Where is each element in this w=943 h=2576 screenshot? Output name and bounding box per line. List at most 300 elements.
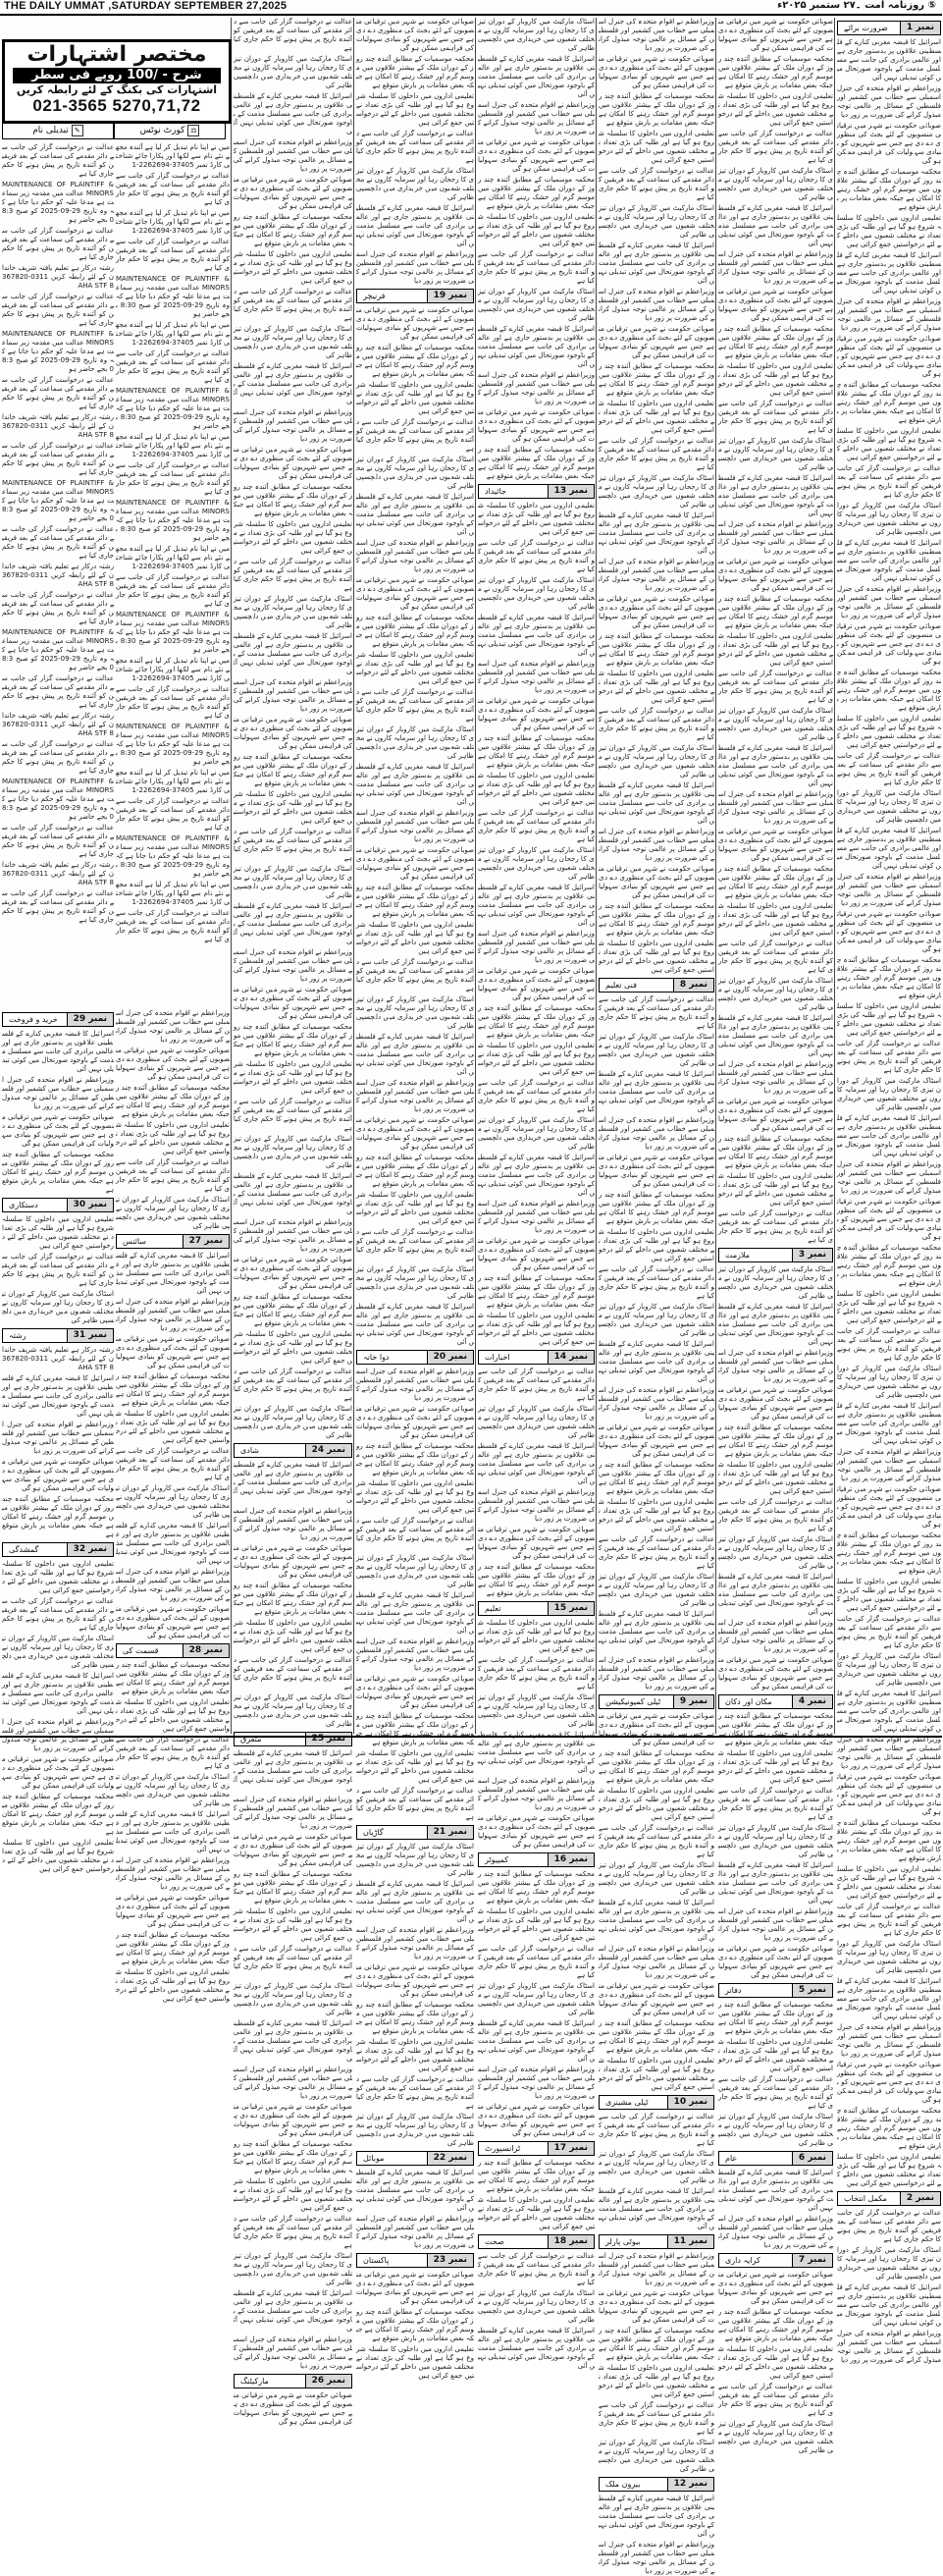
ad-text: محکمہ موسمیات کے مطابق آئندہ چند روز کے دوران ملک کے بیشتر علاقوں میں موسم گرم اور خشک رہنے کا امکان ہے جبکہ بعض مقامات پر بارش متوقع ہے [234, 1293, 352, 1327]
ad-text: وزیراعظم نے اقوام متحدہ کی جنرل اسمبلی سے خطاب میں کشمیر اور فلسطین کے مسائل پر عالمی توجہ مبذول کرانے کی ضرورت پر زور دیا [837, 873, 941, 907]
ad-text: عدالت نے درخواست گزار کی جانب سے دائر مقدمے کی سماعت کے بعد فریقین کو آئندہ تاریخ پر پیش ہونے کا حکم جاری کیا ہے [234, 828, 352, 862]
ad-text: صوبائی حکومت نے شہر میں ترقیاتی منصوبوں کے لئے بجٹ کی منظوری دے دی ہے جس سے شہریوں کو بنیادی سہولیات کی فراہمی ممکن ہو گی [356, 1675, 474, 1709]
ad-text: اسٹاک مارکیٹ میں کاروبار کے دوران تیزی کا رجحان رہا اور سرمایہ کاروں نے مختلف شعبوں میں خریداری میں دلچسپی ظاہر کی [234, 1693, 352, 1728]
notice-tabs [2, 122, 226, 139]
ad-text: عدالت نے درخواست گزار کی جانب سے دائر مقدمے کی سماعت کے بعد فریقین کو آئندہ تاریخ پر پیش ہونے کا حکم جاری کیا ہے [356, 418, 474, 453]
ad-text: اسٹاک مارکیٹ میں کاروبار کے دوران تیزی کا رجحان رہا اور سرمایہ کاروں نے مختلف شعبوں میں خریداری میں دلچسپی ظاہر کی [599, 1303, 714, 1337]
ad-text: وزیراعظم نے اقوام متحدہ کی جنرل اسمبلی سے خطاب میں کشمیر اور فلسطین کے مسائل پر عالمی توجہ مبذول کرانے کی ضرورت پر زور دیا [356, 1926, 474, 1960]
ad-text: صوبائی حکومت نے شہر میں ترقیاتی منصوبوں کے لئے بجٹ کی منظوری دے دی ہے جس سے شہریوں کو بنیادی سہولیات کی فراہمی ممکن ہو گی [599, 325, 714, 359]
ad-text: وزیراعظم نے اقوام متحدہ کی جنرل اسمبلی سے خطاب میں کشمیر اور فلسطین کے مسائل پر عالمی توجہ مبذول کرانے کی ضرورت پر زور دیا [718, 1060, 833, 1095]
ad-text: عدالت نے درخواست گزار کی جانب سے دائر مقدمے کی سماعت کے بعد فریقین کو آئندہ تاریخ پر پیش ہونے کا حکم جاری کیا ہے [116, 349, 230, 384]
section-header: نمبر 3 ملازمت [718, 1248, 833, 1262]
section-header: نمبر 5 دفاتر [718, 1983, 833, 1998]
ad-text: صوبائی حکومت نے شہر میں ترقیاتی منصوبوں کے لئے بجٹ کی منظوری دے دی ہے جس سے شہریوں کو بنیادی سہولیات کی فراہمی ممکن ہو گی [234, 1256, 352, 1290]
ad-text: تعلیمی اداروں میں داخلوں کا سلسلہ شروع ہو گیا ہے اور طلبہ کی بڑی تعداد نے مختلف شعبوں میں داخلے کے لئے درخواستیں جمع کرائی ہیں [478, 1619, 595, 1653]
column-7-left [2, 143, 114, 1027]
ad-text: اسٹاک مارکیٹ میں کاروبار کے دوران تیزی کا رجحان رہا اور سرمایہ کاروں نے مختلف شعبوں میں خریداری میں دلچسپی ظاہر کی [837, 1940, 941, 1974]
ad-text: صوبائی حکومت نے شہر میں ترقیاتی منصوبوں کے لئے بجٹ کی منظوری دے دی ہے جس سے شہریوں کو بنیادی سہولیات کی فراہمی ممکن ہو گی [234, 986, 352, 1020]
ad-text: صوبائی حکومت نے شہر میں ترقیاتی منصوبوں کے لئے بجٹ کی منظوری دے دی ہے جس سے شہریوں کو بنیادی سہولیات کی فراہمی ممکن ہو گی [837, 335, 941, 378]
section-header: نمبر 9 ٹیلی کمیونیکیشن [599, 1694, 714, 1709]
ad-text: محکمہ موسمیات کے مطابق آئندہ چند روز کے دوران ملک کے بیشتر علاقوں میں موسم گرم اور خشک رہنے کا امکان ہے جبکہ بعض مقامات پر بارش متوقع ہے [599, 1191, 714, 1225]
ad-text: اسرائیل کا قبضہ مغربی کنارے کے فلسطینی علاقوں پر بدستور جاری ہے اور عالمی برادری کی جانب سے مسلسل مذمت کے باوجود صورتحال میں کوئی تبدیلی نہیں آئی [599, 781, 714, 825]
section-header: نمبر 23 پاکستان [356, 2253, 474, 2268]
ad-text: اسرائیل کا قبضہ مغربی کنارے کے فلسطینی علاقوں پر بدستور جاری ہے اور عالمی برادری کی جانب سے مسلسل مذمت کے باوجود صورتحال میں کوئی تبدیلی نہیں آئی [837, 251, 941, 295]
ad-text: عدالت نے درخواست گزار کی جانب سے دائر مقدمے کی سماعت کے بعد فریقین کو آئندہ تاریخ پر پیش ہونے کا حکم جاری کیا ہے [478, 539, 595, 573]
name-change-notice: میں نے اپنا نام تبدیل کر لیا ہے آئندہ مجھے نئے نام سے لکھا اور پکارا جائے شناختی کارڈ نمبر 37405-2262694-1 [116, 321, 230, 347]
ad-text: وزیراعظم نے اقوام متحدہ کی جنرل اسمبلی سے خطاب میں کشمیر اور فلسطین کے مسائل پر عالمی توجہ مبذول کرانے کی ضرورت پر زور دیا [478, 1200, 595, 1234]
ad-text: اسرائیل کا قبضہ مغربی کنارے کے فلسطینی علاقوں پر بدستور جاری ہے اور عالمی برادری کی جانب سے مسلسل مذمت کے باوجود صورتحال میں کوئی تبدیلی نہیں آئی [718, 1861, 833, 1905]
ad-text: تعلیمی اداروں میں داخلوں کا سلسلہ شروع ہو گیا ہے اور طلبہ کی بڑی تعداد نے مختلف شعبوں میں داخلے کے لئے درخواستیں جمع کرائی ہیں [718, 632, 833, 667]
ad-text: صوبائی حکومت نے شہر میں ترقیاتی منصوبوں کے لئے بجٹ کی منظوری دے دی ہے جس سے شہریوں کو بنیادی سہولیات کی فراہمی ممکن ہو گی [837, 622, 941, 666]
ad-text: محکمہ موسمیات کے مطابق آئندہ چند روز کے دوران ملک کے بیشتر علاقوں میں موسم گرم اور خشک رہنے کا امکان ہے جبکہ بعض مقامات پر بارش متوقع ہے [478, 1870, 595, 1905]
ad-text: اسٹاک مارکیٹ میں کاروبار کے دوران تیزی کا رجحان رہا اور سرمایہ کاروں نے مختلف شعبوں میں خریداری میں دلچسپی ظاہر کی [599, 1573, 714, 1607]
section-header: نمبر 14 اخبارات [478, 1350, 595, 1365]
ad-text: تعلیمی اداروں میں داخلوں کا سلسلہ شروع ہو گیا ہے اور طلبہ کی بڑی تعداد نے مختلف شعبوں میں داخلے کے لئے درخواستیں جمع کرائی ہیں [837, 1865, 941, 1900]
ad-text: اسرائیل کا قبضہ مغربی کنارے کے فلسطینی علاقوں پر بدستور جاری ہے اور عالمی برادری کی جانب سے مسلسل مذمت کے باوجود صورتحال میں کوئی تبدیلی نہیں آئی [356, 1591, 474, 1635]
name-change-notice: میں نے اپنا نام تبدیل کر لیا ہے آئندہ مجھے نئے نام سے لکھا اور پکارا جائے شناختی کارڈ نمبر 37405-2262694-1 [116, 143, 230, 169]
ad-text: صوبائی حکومت نے شہر میں ترقیاتی منصوبوں کے لئے بجٹ کی منظوری دے دی ہے جس سے شہریوں کو بنیادی سہولیات کی فراہمی ممکن ہو گی [718, 2271, 833, 2305]
section-header: نمبر 27 سائنس [116, 1234, 230, 1249]
ad-text: اسرائیل کا قبضہ مغربی کنارے کے فلسطینی علاقوں پر بدستور جاری ہے اور عالمی برادری کی جانب سے مسلسل مذمت کے باوجود صورتحال میں کوئی تبدیلی نہیں آئی [233, 362, 352, 405]
ad-text: عدالت نے درخواست گزار کی جانب سے دائر مقدمے کی سماعت کے بعد فریقین کو آئندہ تاریخ پر پیش ہونے کا حکم جاری کیا ہے [837, 464, 941, 499]
ad-text: تعلیمی اداروں میں داخلوں کا سلسلہ شروع ہو گیا ہے اور طلبہ کی بڑی تعداد نے مختلف شعبوں میں داخلے کے لئے درخواستیں جمع کرائی ہیں [478, 1042, 595, 1076]
ad-text: اسٹاک مارکیٹ میں کاروبار کے دوران تیزی کا رجحان رہا اور سرمایہ کاروں نے مختلف شعبوں میں خریداری میں دلچسپی ظاہر کی [718, 1265, 833, 1300]
ad-text: اسٹاک مارکیٹ میں کاروبار کے دوران تیزی کا رجحان رہا اور سرمایہ کاروں نے مختلف شعبوں میں خریداری میں دلچسپی ظاہر کی [718, 167, 833, 201]
ad-text: وزیراعظم نے اقوام متحدہ کی جنرل اسمبلی سے خطاب میں کشمیر اور فلسطین کے مسائل پر عالمی توجہ مبذول کرانے کی ضرورت پر زور دیا [2, 1076, 114, 1110]
ad-text: اسٹاک مارکیٹ میں کاروبار کے دوران تیزی کا رجحان رہا اور سرمایہ کاروں نے مختلف شعبوں میں خریداری میں دلچسپی ظاہر کی [356, 1554, 474, 1588]
ad-text: صوبائی حکومت نے شہر میں ترقیاتی منصوبوں کے لئے بجٹ کی منظوری دے دی ہے جس سے شہریوں کو بنیادی سہولیات کی فراہمی ممکن ہو گی [356, 1963, 474, 1998]
ad-text: وزیراعظم نے اقوام متحدہ کی جنرل اسمبلی سے خطاب میں کشمیر اور فلسطین کے مسائل پر عالمی توجہ مبذول کرانے کی ضرورت پر زور دیا [718, 790, 833, 825]
ad-text: محکمہ موسمیات کے مطابق آئندہ چند روز کے دوران ملک کے بیشتر علاقوں میں موسم گرم اور خشک رہنے کا امکان ہے جبکہ بعض مقامات پر بارش متوقع ہے [356, 344, 474, 378]
ad-text: صوبائی حکومت نے شہر میں ترقیاتی منصوبوں کے لئے بجٹ کی منظوری دے دی ہے جس سے شہریوں کو بنیادی سہولیات کی فراہمی ممکن ہو گی [116, 1605, 230, 1639]
ad-text: وزیراعظم نے اقوام متحدہ کی جنرل اسمبلی سے خطاب میں کشمیر اور فلسطین کے مسائل پر عالمی توجہ مبذول کرانے کی ضرورت پر زور دیا [356, 1079, 474, 1113]
ad-text: تعلیمی اداروں میں داخلوں کا سلسلہ شروع ہو گیا ہے اور طلبہ کی بڑی تعداد نے مختلف شعبوں میں داخلے کے لئے درخواستیں جمع کرائی ہیں [599, 1787, 714, 1821]
ad-text: محکمہ موسمیات کے مطابق آئندہ چند روز کے دوران ملک کے بیشتر علاقوں میں موسم گرم اور خشک رہنے کا امکان ہے جبکہ بعض مقامات پر بارش متوقع ہے [837, 381, 941, 424]
ad-text: عدالت نے درخواست گزار کی جانب سے دائر مقدمے کی سماعت کے بعد فریقین کو آئندہ تاریخ پر پیش ہونے کا حکم جاری کیا ہے [2, 525, 114, 560]
section-header: نمبر 10 ٹیلی مشینری [599, 2095, 714, 2110]
name-change-notice: میں نے اپنا نام تبدیل کر لیا ہے آئندہ مجھے نئے نام سے لکھا اور پکارا جائے شناختی کارڈ نمبر 37405-2262694-1 [116, 881, 230, 906]
ad-text: اسٹاک مارکیٹ میں کاروبار کے دوران تیزی کا رجحان رہا اور سرمایہ کاروں نے مختلف شعبوں میں خریداری میں دلچسپی ظاہر کی [599, 2150, 714, 2184]
ad-text: صوبائی حکومت نے شہر میں ترقیاتی منصوبوں کے لئے بجٹ کی منظوری دے دی ہے جس سے شہریوں کو بنیادی سہولیات کی فراہمی ممکن ہو گی [718, 288, 833, 322]
ad-text: عدالت نے درخواست گزار کی جانب سے دائر مقدمے کی سماعت کے بعد فریقین کو آئندہ تاریخ پر پیش ہونے کا حکم جاری کیا ہے [2, 740, 114, 775]
ad-text: اسرائیل کا قبضہ مغربی کنارے کے فلسطینی علاقوں پر بدستور جاری ہے اور عالمی برادری کی جانب سے مسلسل مذمت کے باوجود صورتحال میں کوئی تبدیلی نہیں آئی [478, 1154, 595, 1197]
ad-text: صوبائی حکومت نے شہر میں ترقیاتی منصوبوں کے لئے بجٹ کی منظوری دے دی ہے جس سے شہریوں کو بنیادی سہولیات کی فراہمی ممکن ہو گی [478, 1814, 595, 1849]
name-change-notice: میں نے اپنا نام تبدیل کر لیا ہے آئندہ مجھے نئے نام سے لکھا اور پکارا جائے شناختی کارڈ نمبر 37405-2262694-1 [116, 433, 230, 458]
ad-text: محکمہ موسمیات کے مطابق آئندہ چند روز کے دوران ملک کے بیشتر علاقوں میں موسم گرم اور خشک رہنے کا امکان ہے جبکہ بعض مقامات پر بارش متوقع ہے [599, 1749, 714, 1784]
ad-text: صوبائی حکومت نے شہر میں ترقیاتی منصوبوں کے لئے بجٹ کی منظوری دے دی ہے جس سے شہریوں کو بنیادی سہولیات کی فراہمی ممکن ہو گی [234, 716, 352, 750]
ad-text: تعلیمی اداروں میں داخلوں کا سلسلہ شروع ہو گیا ہے اور طلبہ کی بڑی تعداد نے مختلف شعبوں میں داخلے کے لئے درخواستیں جمع کرائی ہیں [718, 92, 833, 127]
ad-text: عدالت نے درخواست گزار کی جانب سے دائر مقدمے کی سماعت کے بعد فریقین کو آئندہ تاریخ پر پیش ہونے کا حکم جاری کیا ہے [356, 1787, 474, 1821]
ad-text: اسٹاک مارکیٹ میں کاروبار کے دوران تیزی کا رجحان رہا اور سرمایہ کاروں نے مختلف شعبوں میں خریداری میں دلچسپی ظاہر کی [2, 1635, 114, 1669]
ad-text: عدالت نے درخواست گزار کی جانب سے دائر مقدمے کی سماعت کے بعد فریقین کو آئندہ تاریخ پر پیش ہونے کا حکم جاری کیا ہے [837, 1040, 941, 1074]
ad-text: تعلیمی اداروں میں داخلوں کا سلسلہ شروع ہو گیا ہے اور طلبہ کی بڑی تعداد نے مختلف شعبوں میں داخلے کے لئے درخواستیں جمع کرائی ہیں [356, 1749, 474, 1784]
ad-text: صوبائی حکومت نے شہر میں ترقیاتی منصوبوں کے لئے بجٹ کی منظوری دے دی ہے جس سے شہریوں کو بنیادی سہولیات کی فراہمی ممکن ہو گی [234, 1833, 352, 1867]
section-header: نمبر 1 ضرورت برائے [837, 21, 941, 35]
section-header: نمبر 2 مکمل انتخاب [837, 2191, 941, 2206]
ad-text: وزیراعظم نے اقوام متحدہ کی جنرل اسمبلی سے خطاب میں کشمیر اور فلسطین کے مسائل پر عالمی توجہ مبذول کرانے کی ضرورت پر زور دیا [837, 1160, 941, 1195]
column-7 [0, 18, 231, 2003]
ad-text: اسٹاک مارکیٹ میں کاروبار کے دوران تیزی کا رجحان رہا اور سرمایہ کاروں نے مختلف شعبوں میں خریداری میں دلچسپی ظاہر کی [599, 1033, 714, 1067]
ad-text: اسٹاک مارکیٹ میں کاروبار کے دوران تیزی کا رجحان رہا اور سرمایہ کاروں نے مختلف شعبوں میں خریداری میں دلچسپی ظاہر کی [234, 1982, 352, 2016]
ad-text: رشتہ درکار ہے تعلیم یافتہ شریف خاندان کے لئے رابطہ کریں 0311-3678208 AHA STF [2, 563, 114, 588]
ad-text: صوبائی حکومت نے شہر میں ترقیاتی منصوبوں کے لئے بجٹ کی منظوری دے دی ہے جس سے شہریوں کو بنیادی سہولیات کی فراہمی ممکن ہو گی [356, 846, 474, 881]
ad-text: اسٹاک مارکیٹ میں کاروبار کے دوران تیزی کا رجحان رہا اور سرمایہ کاروں نے مختلف شعبوں میں خریداری میں دلچسپی ظاہر کی [718, 1824, 833, 1858]
ad-text: اسرائیل کا قبضہ مغربی کنارے کے فلسطینی علاقوں پر بدستور جاری ہے اور عالمی برادری کی جانب سے مسلسل مذمت کے باوجود صورتحال میں کوئی تبدیلی نہیں آئی [233, 632, 352, 675]
ad-text: اسرائیل کا قبضہ مغربی کنارے کے فلسطینی علاقوں پر بدستور جاری ہے اور عالمی برادری کی جانب سے مسلسل مذمت کے باوجود صورتحال میں کوئی تبدیلی نہیں آئی [718, 474, 833, 517]
ad-text: عدالت نے درخواست گزار کی جانب سے دائر مقدمے کی سماعت کے بعد فریقین کو آئندہ تاریخ پر پیش ہونے کا حکم جاری کیا ہے [718, 2075, 833, 2110]
ad-text: تعلیمی اداروں میں داخلوں کا سلسلہ شروع ہو گیا ہے اور طلبہ کی بڑی تعداد نے مختلف شعبوں میں داخلے کے لئے درخواستیں جمع کرائی ہیں [837, 427, 941, 461]
ad-text: عدالت نے درخواست گزار کی جانب سے دائر مقدمے کی سماعت کے بعد فریقین کو آئندہ تاریخ پر پیش ہونے کا حکم جاری کیا ہے [478, 1079, 595, 1113]
ad-text: وزیراعظم نے اقوام متحدہ کی جنرل اسمبلی سے خطاب میں کشمیر اور فلسطین کے مسائل پر عالمی توجہ مبذول کرانے کی ضرورت پر زور دیا [234, 1507, 352, 1541]
ad-text: وزیراعظم نے اقوام متحدہ کی جنرل اسمبلی سے خطاب میں کشمیر اور فلسطین کے مسائل پر عالمی توجہ مبذول کرانے کی ضرورت پر زور دیا [116, 1009, 230, 1044]
ad-text: اسٹاک مارکیٹ میں کاروبار کے دوران تیزی کا رجحان رہا اور سرمایہ کاروں نے مختلف شعبوں میں خریداری میں دلچسپی ظاہر کی [478, 288, 595, 322]
ad-text: اسٹاک مارکیٹ میں کاروبار کے دوران تیزی کا رجحان رہا اور سرمایہ کاروں نے مختلف شعبوں میں خریداری میں دلچسپی ظاہر کی [234, 55, 352, 89]
section-header: نمبر 17 ٹرانسپورٹ [478, 2141, 595, 2156]
ad-banner-note: اشتہارات کی بکنگ کے لئے رابطہ کریں [16, 83, 218, 96]
ad-text: وزیراعظم نے اقوام متحدہ کی جنرل اسمبلی سے خطاب میں کشمیر اور فلسطین کے مسائل پر عالمی توجہ مبذول کرانے کی ضرورت پر زور دیا [599, 828, 714, 862]
classified-ad-banner [2, 39, 232, 124]
ad-text: عدالت نے درخواست گزار کی جانب سے دائر مقدمے کی سماعت کے بعد فریقین کو آئندہ تاریخ پر پیش ہونے کا حکم جاری کیا ہے [234, 1945, 352, 1979]
ad-text: تعلیمی اداروں میں داخلوں کا سلسلہ شروع ہو گیا ہے اور طلبہ کی بڑی تعداد نے مختلف شعبوں میں داخلے کے لئے درخواستیں جمع کرائی ہیں [116, 1968, 230, 2003]
ad-text: اسرائیل کا قبضہ مغربی کنارے کے فلسطینی علاقوں پر بدستور جاری ہے اور عالمی برادری کی جانب سے مسلسل مذمت کے باوجود صورتحال میں کوئی تبدیلی نہیں آئی [718, 204, 833, 247]
ad-text: صوبائی حکومت نے شہر میں ترقیاتی منصوبوں کے لئے بجٹ کی منظوری دے دی ہے جس سے شہریوں کو بنیادی سہولیات کی فراہمی ممکن ہو گی [718, 558, 833, 592]
ad-text: عدالت نے درخواست گزار کی جانب سے دائر مقدمے کی سماعت کے بعد فریقین کو آئندہ تاریخ پر پیش ہونے کا حکم جاری کیا ہے [356, 958, 474, 993]
ad-text: محکمہ موسمیات کے مطابق آئندہ چند روز کے دوران ملک کے بیشتر علاقوں میں موسم گرم اور خشک رہنے کا امکان ہے جبکہ بعض مقامات پر بارش متوقع ہے [718, 865, 833, 899]
ad-text: تعلیمی اداروں میں داخلوں کا سلسلہ شروع ہو گیا ہے اور طلبہ کی بڑی تعداد نے مختلف شعبوں میں داخلے کے لئے درخواستیں جمع کرائی ہیں [599, 939, 714, 974]
column-5 [353, 18, 476, 2380]
ad-text: اسرائیل کا قبضہ مغربی کنارے کے فلسطینی علاقوں پر بدستور جاری ہے اور عالمی برادری کی جانب سے مسلسل مذمت کے باوجود صورتحال میں کوئی تبدیلی نہیں آئی [599, 1070, 714, 1113]
ad-text: تعلیمی اداروں میں داخلوں کا سلسلہ شروع ہو گیا ہے اور طلبہ کی بڑی تعداد نے مختلف شعبوں میں داخلے کے لئے درخواستیں جمع کرائی ہیں [478, 772, 595, 806]
section-header: نمبر 30 دستکاری [2, 1198, 114, 1212]
ad-text: اسرائیل کا قبضہ مغربی کنارے کے فلسطینی علاقوں پر بدستور جاری ہے اور عالمی برادری کی جانب سے مسلسل مذمت کے باوجود صورتحال میں کوئی تبدیلی نہیں آئی [718, 1573, 833, 1616]
ad-text: محکمہ موسمیات کے مطابق آئندہ چند روز کے دوران ملک کے بیشتر علاقوں میں موسم گرم اور خشک رہنے کا امکان ہے جبکہ بعض مقامات پر بارش متوقع ہے [718, 595, 833, 629]
ad-text: اسٹاک مارکیٹ میں کاروبار کے دوران تیزی کا رجحان رہا اور سرمایہ کاروں نے مختلف شعبوں میں خریداری میں دلچسپی ظاہر کی [599, 2439, 714, 2473]
ad-text: اسٹاک مارکیٹ میں کاروبار کے دوران تیزی کا رجحان رہا اور سرمایہ کاروں نے مختلف شعبوں میں خریداری میں دلچسپی ظاہر کی [356, 995, 474, 1030]
ad-text: اسرائیل کا قبضہ مغربی کنارے کے فلسطینی علاقوں پر بدستور جاری ہے اور عالمی برادری کی جانب سے مسلسل مذمت کے باوجود صورتحال میں کوئی تبدیلی نہیں آئی [233, 1172, 352, 1215]
ad-text: عدالت نے درخواست گزار کی جانب سے دائر مقدمے کی سماعت کے بعد فریقین کو آئندہ تاریخ پر پیش ہونے کا حکم جاری کیا ہے [478, 1368, 595, 1402]
ad-text: تعلیمی اداروں میں داخلوں کا سلسلہ شروع ہو گیا ہے اور طلبہ کی بڑی تعداد نے مختلف شعبوں میں داخلے کے لئے درخواستیں جمع کرائی ہیں [599, 670, 714, 704]
ad-text: تعلیمی اداروں میں داخلوں کا سلسلہ شروع ہو گیا ہے اور طلبہ کی بڑی تعداد نے مختلف شعبوں میں داخلے کے لئے درخواستیں جمع کرائی ہیں [2, 1215, 114, 1250]
ad-text: وزیراعظم نے اقوام متحدہ کی جنرل اسمبلی سے خطاب میں کشمیر اور فلسطین کے مسائل پر عالمی توجہ مبذول کرانے کی ضرورت پر زور دیا [478, 1777, 595, 1811]
ad-text: عدالت نے درخواست گزار کی جانب سے دائر مقدمے کی سماعت کے بعد فریقین کو آئندہ تاریخ پر پیش ہونے کا حکم جاری کیا ہے [718, 1787, 833, 1821]
ad-text: رشتہ درکار ہے تعلیم یافتہ شریف خاندان کے لئے رابطہ کریں 0311-3678208 AHA STF [2, 413, 114, 439]
ad-text: وزیراعظم نے اقوام متحدہ کی جنرل اسمبلی سے خطاب میں کشمیر اور فلسطین کے مسائل پر عالمی توجہ مبذول کرانے کی ضرورت پر زور دیا [2, 1421, 114, 1455]
ad-text: وزیراعظم نے اقوام متحدہ کی جنرل اسمبلی سے خطاب میں کشمیر اور فلسطین کے مسائل پر عالمی توجہ مبذول کرانے کی ضرورت پر زور دیا [837, 1736, 941, 1770]
ad-text: اسٹاک مارکیٹ میں کاروبار کے دوران تیزی کا رجحان رہا اور سرمایہ کاروں نے مختلف شعبوں میں خریداری میں دلچسپی ظاہر کی [478, 2289, 595, 2324]
ad-text: صوبائی حکومت نے شہر میں ترقیاتی منصوبوں کے لئے بجٹ کی منظوری دے دی ہے جس سے شہریوں کو بنیادی سہولیات کی فراہمی ممکن ہو گی [234, 176, 352, 210]
ad-text: اسرائیل کا قبضہ مغربی کنارے کے فلسطینی علاقوں پر بدستور جاری ہے اور عالمی برادری کی جانب سے مسلسل مذمت کے باوجود صورتحال میں کوئی تبدیلی نہیں آئی [599, 1899, 714, 1942]
ad-text: عدالت نے درخواست گزار کی جانب سے دائر مقدمے کی سماعت کے بعد فریقین کو آئندہ تاریخ پر پیش ہونے کا حکم جاری کیا ہے [2, 227, 114, 261]
ad-text: صوبائی حکومت نے شہر میں ترقیاتی منصوبوں کے لئے بجٹ کی منظوری دے دی ہے جس سے شہریوں کو بنیادی سہولیات کی فراہمی ممکن ہو گی [718, 1656, 833, 1690]
column-3 [596, 18, 716, 2575]
ad-text: صوبائی حکومت نے شہر میں ترقیاتی منصوبوں کے لئے بجٹ کی منظوری دے دی ہے جس سے شہریوں کو بنیادی سہولیات کی فراہمی ممکن ہو گی [718, 1386, 833, 1421]
ad-text: محکمہ موسمیات کے مطابق آئندہ چند روز کے دوران ملک کے بیشتر علاقوں میں موسم گرم اور خشک رہنے کا امکان ہے جبکہ بعض مقامات پر بارش متوقع ہے [837, 2107, 941, 2150]
ad-text: صوبائی حکومت نے شہر میں ترقیاتی منصوبوں کے لئے بجٹ کی منظوری دے دی ہے جس سے شہریوں کو بنیادی سہولیات کی فراہمی ممکن ہو گی [599, 1154, 714, 1188]
ad-text: عدالت نے درخواست گزار کی جانب سے دائر مقدمے کی سماعت کے بعد فریقین کو آئندہ تاریخ پر پیش ہونے کا حکم جاری کیا ہے [234, 2215, 352, 2249]
ad-text: عدالت نے درخواست گزار کی جانب سے دائر مقدمے کی سماعت کے بعد فریقین کو آئندہ تاریخ پر پیش ہونے کا حکم جاری کیا ہے [837, 1615, 941, 1649]
ad-text: محکمہ موسمیات کے مطابق آئندہ چند روز کے دوران ملک کے بیشتر علاقوں میں موسم گرم اور خشک رہنے کا امکان ہے جبکہ بعض مقامات پر بارش متوقع ہے [234, 1870, 352, 1905]
ad-banner-title: مختصر اشتہارات [26, 42, 207, 67]
ad-text: اسرائیل کا قبضہ مغربی کنارے کے فلسطینی علاقوں پر بدستور جاری ہے اور عالمی برادری کی جانب سے مسلسل مذمت کے باوجود صورتحال میں کوئی تبدیلی نہیں آئی [599, 242, 714, 285]
ad-text: اسٹاک مارکیٹ میں کاروبار کے دوران تیزی کا رجحان رہا اور سرمایہ کاروں نے مختلف شعبوں میں خریداری میں دلچسپی ظاہر کی [356, 725, 474, 760]
ad-text: صوبائی حکومت نے شہر میں ترقیاتی منصوبوں کے لئے بجٹ کی منظوری دے دی ہے جس سے شہریوں کو بنیادی سہولیات کی فراہمی ممکن ہو گی [116, 1894, 230, 1928]
ad-text: وزیراعظم نے اقوام متحدہ کی جنرل اسمبلی سے خطاب میں کشمیر اور فلسطین کے مسائل پر عالمی توجہ مبذول کرانے کی ضرورت پر زور دیا [234, 1796, 352, 1830]
ad-text: عدالت نے درخواست گزار کی جانب سے دائر مقدمے کی سماعت کے بعد فریقین کو آئندہ تاریخ پر پیش ہونے کا حکم جاری کیا ہے [116, 573, 230, 608]
ad-text: محکمہ موسمیات کے مطابق آئندہ چند روز کے دوران ملک کے بیشتر علاقوں میں موسم گرم اور خشک رہنے کا امکان ہے جبکہ بعض مقامات پر بارش متوقع ہے [718, 1423, 833, 1458]
section-header: نمبر 18 صحت [478, 2234, 595, 2249]
ad-text: تعلیمی اداروں میں داخلوں کا سلسلہ شروع ہو گیا ہے اور طلبہ کی بڑی تعداد نے مختلف شعبوں میں داخلے کے لئے درخواستیں جمع کرائی ہیں [234, 1060, 352, 1095]
ad-text: اسٹاک مارکیٹ میں کاروبار کے دوران تیزی کا رجحان رہا اور سرمایہ کاروں نے مختلف شعبوں میں خریداری میں دلچسپی ظاہر کی [718, 2420, 833, 2454]
ad-text: تعلیمی اداروں میں داخلوں کا سلسلہ شروع ہو گیا ہے اور طلبہ کی بڑی تعداد نے مختلف شعبوں میں داخلے کے لئے درخواستیں جمع کرائی ہیں [234, 1330, 352, 1365]
ad-text: صوبائی حکومت نے شہر میں ترقیاتی منصوبوں کے لئے بجٹ کی منظوری دے دی ہے جس سے شہریوں کو بنیادی سہولیات کی فراہمی ممکن ہو گی [718, 1098, 833, 1132]
ad-text: اسرائیل کا قبضہ مغربی کنارے کے فلسطینی علاقوں پر بدستور جاری ہے اور عالمی برادری کی جانب سے مسلسل مذمت کے باوجود صورتحال میں کوئی تبدیلی نہیں آئی [356, 204, 474, 247]
column-7-right [116, 143, 230, 1027]
ad-text: محکمہ موسمیات کے مطابق آئندہ چند روز کے دوران ملک کے بیشتر علاقوں میں موسم گرم اور خشک رہنے کا امکان ہے جبکہ بعض مقامات پر بارش متوقع ہے [234, 213, 352, 247]
ad-text: تعلیمی اداروں میں داخلوں کا سلسلہ شروع ہو گیا ہے اور طلبہ کی بڑی تعداد نے مختلف شعبوں میں داخلے کے لئے درخواستیں جمع کرائی ہیں [837, 1002, 941, 1037]
ad-text: صوبائی حکومت نے شہر میں ترقیاتی منصوبوں کے لئے بجٹ کی منظوری دے دی ہے جس سے شہریوں کو بنیادی سہولیات کی فراہمی ممکن ہو گی [599, 1982, 714, 2016]
ad-text: اسٹاک مارکیٹ میں کاروبار کے دوران تیزی کا رجحان رہا اور سرمایہ کاروں نے مختلف شعبوں میں خریداری میں دلچسپی ظاہر کی [116, 1773, 230, 1807]
ad-text: وزیراعظم نے اقوام متحدہ کی جنرل اسمبلی سے خطاب میں کشمیر اور فلسطین کے مسائل پر عالمی توجہ مبذول کرانے کی ضرورت پر زور دیا [837, 297, 941, 332]
ad-text: صوبائی حکومت نے شہر میں ترقیاتی منصوبوں کے لئے بجٹ کی منظوری دے دی ہے جس سے شہریوں کو بنیادی سہولیات کی فراہمی ممکن ہو گی [2, 1458, 114, 1492]
ad-text: تعلیمی اداروں میں داخلوں کا سلسلہ شروع ہو گیا ہے اور طلبہ کی بڑی تعداد نے مختلف شعبوں میں داخلے کے لئے درخواستیں جمع کرائی ہیں [837, 715, 941, 749]
ad-text: محکمہ موسمیات کے مطابق آئندہ چند روز کے دوران ملک کے بیشتر علاقوں میں موسم گرم اور خشک رہنے کا امکان ہے جبکہ بعض مقامات پر بارش متوقع ہے [234, 483, 352, 517]
ad-text: وزیراعظم نے اقوام متحدہ کی جنرل اسمبلی سے خطاب میں کشمیر اور فلسطین کے مسائل پر عالمی توجہ مبذول کرانے کی ضرورت پر زور دیا [599, 2252, 714, 2286]
ad-text: عدالت نے درخواست گزار کی جانب سے دائر مقدمے کی سماعت کے بعد فریقین کو آئندہ تاریخ پر پیش ہونے کا حکم جاری کیا ہے [116, 1736, 230, 1770]
ad-text: اسرائیل کا قبضہ مغربی کنارے کے فلسطینی علاقوں پر بدستور جاری ہے اور عالمی برادری کی جانب سے مسلسل مذمت کے باوجود صورتحال میں کوئی تبدیلی نہیں آئی [356, 1880, 474, 1923]
ad-text: اسرائیل کا قبضہ مغربی کنارے کے فلسطینی علاقوں پر بدستور جاری ہے اور عالمی برادری کی جانب سے مسلسل مذمت کے باوجود صورتحال میں کوئی تبدیلی نہیں آئی [356, 1033, 474, 1076]
ad-text: وزیراعظم نے اقوام متحدہ کی جنرل اسمبلی سے خطاب میں کشمیر اور فلسطین کے مسائل پر عالمی توجہ مبذول کرانے کی ضرورت پر زور دیا [599, 2541, 714, 2575]
section-header: نمبر 26 مارکیٹنگ [234, 2374, 352, 2388]
ad-text: تعلیمی اداروں میں داخلوں کا سلسلہ شروع ہو گیا ہے اور طلبہ کی بڑی تعداد نے مختلف شعبوں میں داخلے کے لئے درخواستیں جمع کرائی ہیں [599, 2364, 714, 2398]
ad-text: اسرائیل کا قبضہ مغربی کنارے کے فلسطینی علاقوں پر بدستور جاری ہے اور عالمی برادری کی جانب سے مسلسل مذمت کے باوجود صورتحال میں کوئی تبدیلی نہیں آئی [233, 2019, 352, 2063]
name-change-notice-tab: ✎ تبدیلی نام [2, 122, 114, 139]
ad-text: محکمہ موسمیات کے مطابق آئندہ چند روز کے دوران ملک کے بیشتر علاقوں میں موسم گرم اور خشک رہنے کا امکان ہے جبکہ بعض مقامات پر بارش متوقع ہے [599, 1461, 714, 1495]
ad-text: صوبائی حکومت نے شہر میں ترقیاتی منصوبوں کے لئے بجٹ کی منظوری دے دی ہے جس سے شہریوں کو بنیادی سہولیات کی فراہمی ممکن ہو گی [837, 2061, 941, 2104]
ad-text: صوبائی حکومت نے شہر میں ترقیاتی منصوبوں کے لئے بجٹ کی منظوری دے دی ہے جس سے شہریوں کو بنیادی سہولیات کی فراہمی ممکن ہو گی [478, 967, 595, 1001]
ad-text: صوبائی حکومت نے شہر میں ترقیاتی منصوبوں کے لئے بجٹ کی منظوری دے دی ہے جس سے شہریوں کو بنیادی سہولیات کی فراہمی ممکن ہو گی [356, 2271, 474, 2305]
ad-text: تعلیمی اداروں میں داخلوں کا سلسلہ شروع ہو گیا ہے اور طلبہ کی بڑی تعداد نے مختلف شعبوں میں داخلے کے لئے درخواستیں جمع کرائی ہیں [116, 1121, 230, 1155]
ad-text: محکمہ موسمیات کے مطابق آئندہ چند روز کے دوران ملک کے بیشتر علاقوں میں موسم گرم اور خشک رہنے کا امکان ہے جبکہ بعض مقامات پر بارش متوقع ہے [718, 325, 833, 359]
ad-text: صوبائی حکومت نے شہر میں ترقیاتی منصوبوں کے لئے بجٹ کی منظوری دے دی ہے جس سے شہریوں کو بنیادی سہولیات کی فراہمی ممکن ہو گی [718, 18, 833, 52]
ad-text: صوبائی حکومت نے شہر میں ترقیاتی منصوبوں کے لئے بجٹ کی منظوری دے دی ہے جس سے شہریوں کو بنیادی سہولیات کی فراہمی ممکن ہو گی [599, 55, 714, 89]
ad-text: محکمہ موسمیات کے مطابق آئندہ چند روز کے دوران ملک کے بیشتر علاقوں میں موسم گرم اور خشک رہنے کا امکان ہے جبکہ بعض مقامات پر بارش متوقع ہے [356, 1442, 474, 1476]
name-change-notice: میں نے اپنا نام تبدیل کر لیا ہے آئندہ مجھے نئے نام سے لکھا اور پکارا جائے شناختی کارڈ نمبر 37405-2262694-1 [116, 769, 230, 794]
court-notice: MAINTENANCE OF PLAINTIFF & MINORS عدالت میں مقدمہ زیر سماعت ہے مدعا علیہ کو حکم دیا جاتا ہے کہ وہ تاریخ 29-09-2025 کو صبح 8:30 بجے حاضر ہو [116, 499, 230, 542]
ad-text: صوبائی حکومت نے شہر میں ترقیاتی منصوبوں کے لئے بجٹ کی منظوری دے دی ہے جس سے شہریوں کو بنیادی سہولیات کی فراہمی ممکن ہو گی [2, 1755, 114, 1790]
ad-text: صوبائی حکومت نے شہر میں ترقیاتی منصوبوں کے لئے بجٹ کی منظوری دے دی ہے جس سے شہریوں کو بنیادی سہولیات کی فراہمی ممکن ہو گی [837, 1485, 941, 1529]
ad-text: عدالت نے درخواست گزار کی جانب سے دائر مقدمے کی سماعت کے بعد فریقین کو آئندہ تاریخ پر پیش ہونے کا حکم جاری کیا ہے [116, 685, 230, 720]
ad-text: تعلیمی اداروں میں داخلوں کا سلسلہ شروع ہو گیا ہے اور طلبہ کی بڑی تعداد نے مختلف شعبوں میں داخلے کے لئے درخواستیں جمع کرائی ہیں [356, 381, 474, 415]
ad-text: صوبائی حکومت نے شہر میں ترقیاتی منصوبوں کے لئے بجٹ کی منظوری دے دی ہے جس سے شہریوں کو بنیادی سہولیات کی فراہمی ممکن ہو گی [599, 2289, 714, 2324]
ad-text: اسٹاک مارکیٹ میں کاروبار کے دوران تیزی کا رجحان رہا اور سرمایہ کاروں نے مختلف شعبوں میں خریداری میں دلچسپی ظاہر کی [718, 707, 833, 741]
ad-text: وزیراعظم نے اقوام متحدہ کی جنرل اسمبلی سے خطاب میں کشمیر اور فلسطین کے مسائل پر عالمی توجہ مبذول کرانے کی ضرورت پر زور دیا [599, 288, 714, 322]
ad-text: تعلیمی اداروں میں داخلوں کا سلسلہ شروع ہو گیا ہے اور طلبہ کی بڑی تعداد نے مختلف شعبوں میں داخلے کے لئے درخواستیں جمع کرائی ہیں [718, 2345, 833, 2380]
ad-text: محکمہ موسمیات کے مطابق آئندہ چند روز کے دوران ملک کے بیشتر علاقوں میں موسم گرم اور خشک رہنے کا امکان ہے جبکہ بعض مقامات پر بارش متوقع ہے [599, 92, 714, 127]
ad-text: وزیراعظم نے اقوام متحدہ کی جنرل اسمبلی سے خطاب میں کشمیر اور فلسطین کے مسائل پر عالمی توجہ مبذول کرانے کی ضرورت پر زور دیا [718, 520, 833, 555]
ad-text: اسٹاک مارکیٹ میں کاروبار کے دوران تیزی کا رجحان رہا اور سرمایہ کاروں نے مختلف شعبوں میں خریداری میں دلچسپی ظاہر کی [234, 865, 352, 899]
ad-text: تعلیمی اداروں میں داخلوں کا سلسلہ شروع ہو گیا ہے اور طلبہ کی بڑی تعداد نے مختلف شعبوں میں داخلے کے لئے درخواستیں جمع کرائی ہیں [599, 400, 714, 434]
ad-text: تعلیمی اداروں میں داخلوں کا سلسلہ شروع ہو گیا ہے اور طلبہ کی بڑی تعداد نے مختلف شعبوں میں داخلے کے لئے درخواستیں جمع کرائی ہیں [478, 502, 595, 536]
ad-text: محکمہ موسمیات کے مطابق آئندہ چند روز کے دوران ملک کے بیشتر علاقوں میں موسم گرم اور خشک رہنے کا امکان ہے جبکہ بعض مقامات پر بارش متوقع ہے [116, 1661, 230, 1695]
ad-text: تعلیمی اداروں میں داخلوں کا سلسلہ شروع ہو گیا ہے اور طلبہ کی بڑی تعداد نے مختلف شعبوں میں داخلے کے لئے درخواستیں جمع کرائی ہیں [356, 2038, 474, 2072]
ad-text: اسٹاک مارکیٹ میں کاروبار کے دوران تیزی کا رجحان رہا اور سرمایہ کاروں نے مختلف شعبوں میں خریداری میں دلچسپی ظاہر کی [234, 1135, 352, 1169]
ad-text: محکمہ موسمیات کے مطابق آئندہ چند روز کے دوران ملک کے بیشتر علاقوں میں موسم گرم اور خشک رہنے کا امکان ہے جبکہ بعض مقامات پر بارش متوقع ہے [718, 1712, 833, 1746]
court-notice: MAINTENANCE OF PLAINTIFF & MINORS عدالت میں مقدمہ زیر سماعت ہے مدعا علیہ کو حکم دیا جاتا ہے کہ وہ تاریخ 29-09-2025 کو صبح 8:30 بجے حاضر ہو [116, 834, 230, 878]
ad-text: عدالت نے درخواست گزار کی جانب سے دائر مقدمے کی سماعت کے بعد فریقین کو آئندہ تاریخ پر پیش ہونے کا حکم جاری کیا ہے [599, 707, 714, 741]
ad-text: محکمہ موسمیات کے مطابق آئندہ چند روز کے دوران ملک کے بیشتر علاقوں میں موسم گرم اور خشک رہنے کا امکان ہے جبکہ بعض مقامات پر بارش متوقع ہے [356, 2308, 474, 2342]
ad-text: صوبائی حکومت نے شہر میں ترقیاتی منصوبوں کے لئے بجٹ کی منظوری دے دی ہے جس سے شہریوں کو بنیادی سہولیات کی فراہمی ممکن ہو گی [234, 2103, 352, 2137]
ad-text: تعلیمی اداروں میں داخلوں کا سلسلہ شروع ہو گیا ہے اور طلبہ کی بڑی تعداد نے مختلف شعبوں میں داخلے کے لئے درخواستیں جمع کرائی ہیں [356, 921, 474, 955]
ad-text: محکمہ موسمیات کے مطابق آئندہ چند روز کے دوران ملک کے بیشتر علاقوں میں موسم گرم اور خشک رہنے کا امکان ہے جبکہ بعض مقامات پر بارش متوقع ہے [478, 734, 595, 769]
ad-text: اسرائیل کا قبضہ مغربی کنارے کے فلسطینی علاقوں پر بدستور جاری ہے اور عالمی برادری کی جانب سے مسلسل مذمت کے باوجود صورتحال میں کوئی تبدیلی نہیں آئی [599, 2187, 714, 2230]
ad-text: تعلیمی اداروں میں داخلوں کا سلسلہ شروع ہو گیا ہے اور طلبہ کی بڑی تعداد نے مختلف شعبوں میں داخلے کے لئے درخواستیں جمع کرائی ہیں [2, 1839, 114, 1873]
ad-text: صوبائی حکومت نے شہر میں ترقیاتی منصوبوں کے لئے بجٹ کی منظوری دے دی ہے جس سے شہریوں کو بنیادی سہولیات کی فراہمی ممکن ہو گی [837, 122, 941, 165]
section-header: نمبر 25 متفرق [234, 1732, 352, 1746]
ad-text: تعلیمی اداروں میں داخلوں کا سلسلہ شروع ہو گیا ہے اور طلبہ کی بڑی تعداد نے مختلف شعبوں میں داخلے کے لئے درخواستیں جمع کرائی ہیں [837, 1578, 941, 1612]
ad-text: عدالت نے درخواست گزار کی جانب سے دائر مقدمے کی سماعت کے بعد فریقین کو آئندہ تاریخ پر پیش ہونے کا حکم جاری کیا ہے [356, 1517, 474, 1551]
ad-text: تعلیمی اداروں میں داخلوں کا سلسلہ شروع ہو گیا ہے اور طلبہ کی بڑی تعداد نے مختلف شعبوں میں داخلے کے لئے درخواستیں جمع کرائی ہیں [718, 2038, 833, 2072]
ad-text: عدالت نے درخواست گزار کی جانب سے دائر مقدمے کی سماعت کے بعد فریقین کو آئندہ تاریخ پر پیش ہونے کا حکم جاری کیا ہے [116, 797, 230, 832]
ad-text: عدالت نے درخواست گزار کی جانب سے دائر مقدمے کی سماعت کے بعد فریقین کو آئندہ تاریخ پر پیش ہونے کا حکم جاری کیا ہے [2, 1597, 114, 1632]
ad-text: عدالت نے درخواست گزار کی جانب سے دائر مقدمے کی سماعت کے بعد فریقین کو آئندہ تاریخ پر پیش ہونے کا حکم جاری کیا ہے [116, 461, 230, 496]
ad-text: اسرائیل کا قبضہ مغربی کنارے کے فلسطینی علاقوں پر بدستور جاری ہے اور عالمی برادری کی جانب سے مسلسل مذمت کے باوجود صورتحال میں کوئی تبدیلی نہیں آئی [718, 1014, 833, 1057]
page-bottom-rule [0, 1736, 942, 1738]
ad-text: اسرائیل کا قبضہ مغربی کنارے کے فلسطینی علاقوں پر بدستور جاری ہے اور عالمی برادری کی جانب سے مسلسل مذمت کے باوجود صورتحال میں کوئی تبدیلی نہیں آئی [599, 2495, 714, 2538]
column-6 [231, 18, 354, 2426]
ad-text: وزیراعظم نے اقوام متحدہ کی جنرل اسمبلی سے خطاب میں کشمیر اور فلسطین کے مسائل پر عالمی توجہ مبذول کرانے کی ضرورت پر زور دیا [234, 1218, 352, 1253]
ad-text: عدالت نے درخواست گزار کی جانب سے دائر مقدمے کی سماعت کے بعد فریقین کو آئندہ تاریخ پر پیش ہونے کا حکم جاری کیا ہے [356, 130, 474, 164]
ad-text: تعلیمی اداروں میں داخلوں کا سلسلہ شروع ہو گیا ہے اور طلبہ کی بڑی تعداد نے مختلف شعبوں میں داخلے کے لئے درخواستیں جمع کرائی ہیں [356, 92, 474, 127]
ad-text: عدالت نے درخواست گزار کی جانب سے دائر مقدمے کی سماعت کے بعد فریقین کو آئندہ تاریخ پر پیش ہونے کا حکم جاری کیا ہے [356, 688, 474, 723]
ad-text: اسرائیل کا قبضہ مغربی کنارے کے فلسطینی علاقوں پر بدستور جاری ہے اور عالمی برادری کی جانب سے مسلسل مذمت کے باوجود صورتحال میں کوئی تبدیلی نہیں آئی [837, 2283, 941, 2327]
ad-text: عدالت نے درخواست گزار کی جانب سے دائر مقدمے کی سماعت کے بعد فریقین کو آئندہ تاریخ پر پیش ہونے کا حکم جاری کیا ہے [234, 1656, 352, 1690]
ad-text: اسٹاک مارکیٹ میں کاروبار کے دوران تیزی کا رجحان رہا اور سرمایہ کاروں نے مختلف شعبوں میں خریداری میں دلچسپی ظاہر کی [356, 1265, 474, 1300]
name-change-notice: میں نے اپنا نام تبدیل کر لیا ہے آئندہ مجھے نئے نام سے لکھا اور پکارا جائے شناختی کارڈ نمبر 37405-2262694-1 [116, 209, 230, 235]
ad-text: عدالت نے درخواست گزار کی جانب سے دائر مقدمے کی سماعت کے بعد فریقین کو آئندہ تاریخ پر پیش ہونے کا حکم جاری کیا ہے [718, 130, 833, 164]
court-notice: MAINTENANCE OF PLAINTIFF & MINORS عدالت میں مقدمہ زیر سماعت ہے مدعا علیہ کو حکم دیا جاتا ہے کہ وہ تاریخ 29-09-2025 کو صبح 8:30 بجے حاضر ہو [116, 275, 230, 318]
ad-text: تعلیمی اداروں میں داخلوں کا سلسلہ شروع ہو گیا ہے اور طلبہ کی بڑی تعداد نے مختلف شعبوں میں داخلے کے لئے درخواستیں جمع کرائی ہیں [718, 902, 833, 937]
ad-text: عدالت نے درخواست گزار کی جانب سے دائر مقدمے کی سماعت کے بعد فریقین کو آئندہ تاریخ پر پیش ہونے کا حکم جاری کیا ہے [478, 2252, 595, 2286]
ad-text: اسرائیل کا قبضہ مغربی کنارے کے فلسطینی علاقوں پر بدستور جاری ہے اور عالمی برادری کی جانب سے مسلسل مذمت کے باوجود صورتحال میں کوئی تبدیلی نہیں آئی [837, 1690, 941, 1733]
ad-text: اسٹاک مارکیٹ میں کاروبار کے دوران تیزی کا رجحان رہا اور سرمایہ کاروں نے مختلف شعبوں میں خریداری میں دلچسپی ظاہر کی [2, 1290, 114, 1324]
ad-text: تعلیمی اداروں میں داخلوں کا سلسلہ شروع ہو گیا ہے اور طلبہ کی بڑی تعداد نے مختلف شعبوں میں داخلے کے لئے درخواستیں جمع کرائی ہیں [599, 1498, 714, 1532]
ad-text: محکمہ موسمیات کے مطابق آئندہ چند روز کے دوران ملک کے بیشتر علاقوں میں موسم گرم اور خشک رہنے کا امکان ہے جبکہ بعض مقامات پر بارش متوقع ہے [234, 2140, 352, 2174]
ad-text: محکمہ موسمیات کے مطابق آئندہ چند روز کے دوران ملک کے بیشتر علاقوں میں موسم گرم اور خشک رہنے کا امکان ہے جبکہ بعض مقامات پر بارش متوقع ہے [356, 1712, 474, 1746]
ad-text: اسرائیل کا قبضہ مغربی کنارے کے فلسطینی علاقوں پر بدستور جاری ہے اور عالمی برادری کی جانب سے مسلسل مذمت کے باوجود صورتحال میں کوئی تبدیلی نہیں آئی [837, 1402, 941, 1445]
ad-text: اسرائیل کا قبضہ مغربی کنارے کے فلسطینی علاقوں پر بدستور جاری ہے اور عالمی برادری کی جانب سے مسلسل مذمت کے باوجود صورتحال میں کوئی تبدیلی نہیں آئی [837, 38, 941, 81]
ad-text: صوبائی حکومت نے شہر میں ترقیاتی منصوبوں کے لئے بجٹ کی منظوری دے دی ہے جس سے شہریوں کو بنیادی سہولیات کی فراہمی ممکن ہو گی [356, 18, 474, 52]
ad-text: عدالت نے درخواست گزار کی جانب سے دائر مقدمے کی سماعت کے بعد فریقین کو آئندہ تاریخ پر پیش ہونے کا حکم جاری کیا ہے [478, 1656, 595, 1690]
section-header: نمبر 22 موبائل [356, 2151, 474, 2166]
ad-text: تعلیمی اداروں میں داخلوں کا سلسلہ شروع ہو گیا ہے اور طلبہ کی بڑی تعداد نے مختلف شعبوں میں داخلے کے لئے درخواستیں جمع کرائی ہیں [478, 1907, 595, 1942]
ad-text: تعلیمی اداروں میں داخلوں کا سلسلہ شروع ہو گیا ہے اور طلبہ کی بڑی تعداد نے مختلف شعبوں میں داخلے کے لئے درخواستیں جمع کرائی ہیں [478, 2196, 595, 2230]
ad-text: صوبائی حکومت نے شہر میں ترقیاتی منصوبوں کے لئے بجٹ کی منظوری دے دی ہے جس سے شہریوں کو بنیادی سہولیات کی فراہمی ممکن ہو گی [356, 1116, 474, 1151]
ad-text: اسرائیل کا قبضہ مغربی کنارے کے فلسطینی علاقوں پر بدستور جاری ہے اور عالمی برادری کی جانب سے مسلسل مذمت کے باوجود صورتحال میں کوئی تبدیلی نہیں آئی [599, 511, 714, 555]
section-header: نمبر 28 قسمت کی [116, 1643, 230, 1658]
ad-text: عدالت نے درخواست گزار کی جانب سے دائر مقدمے کی سماعت کے بعد فریقین کو آئندہ تاریخ پر پیش ہونے کا حکم جاری کیا ہے [234, 18, 352, 52]
ad-text: اسرائیل کا قبضہ مغربی کنارے کے فلسطینی علاقوں پر بدستور جاری ہے اور عالمی برادری کی جانب سے مسلسل مذمت کے باوجود صورتحال میں کوئی تبدیلی نہیں آئی [478, 884, 595, 927]
ad-text: وزیراعظم نے اقوام متحدہ کی جنرل اسمبلی سے خطاب میں کشمیر اور فلسطین کے مسائل پر عالمی توجہ مبذول کرانے کی ضرورت پر زور دیا [837, 84, 941, 119]
ad-banner-phone: 021-3565 5270,71,72 [32, 96, 201, 115]
section-header: نمبر 29 خرید و فروخت [2, 1012, 114, 1027]
ad-text: عدالت نے درخواست گزار کی جانب سے دائر مقدمے کی سماعت کے بعد فریقین کو آئندہ تاریخ پر پیش ہونے کا حکم جاری کیا ہے [718, 400, 833, 434]
ad-text: وزیراعظم نے اقوام متحدہ کی جنرل اسمبلی سے خطاب میں کشمیر اور فلسطین کے مسائل پر عالمی توجہ مبذول کرانے کی ضرورت پر زور دیا [356, 1368, 474, 1402]
ad-text: صوبائی حکومت نے شہر میں ترقیاتی منصوبوں کے لئے بجٹ کی منظوری دے دی ہے جس سے شہریوں کو بنیادی سہولیات کی فراہمی ممکن ہو گی [478, 2103, 595, 2137]
ad-text: محکمہ موسمیات کے مطابق آئندہ چند روز کے دوران ملک کے بیشتر علاقوں میں موسم گرم اور خشک رہنے کا امکان ہے جبکہ بعض مقامات پر بارش متوقع ہے [356, 884, 474, 918]
ad-text: تعلیمی اداروں میں داخلوں کا سلسلہ شروع ہو گیا ہے اور طلبہ کی بڑی تعداد نے مختلف شعبوں میں داخلے کے لئے درخواستیں جمع کرائی ہیں [718, 362, 833, 397]
ad-text: محکمہ موسمیات کے مطابق آئندہ چند روز کے دوران ملک کے بیشتر علاقوں میں موسم گرم اور خشک رہنے کا امکان ہے جبکہ بعض مقامات پر بارش متوقع ہے [837, 1819, 941, 1862]
ad-text: تعلیمی اداروں میں داخلوں کا سلسلہ شروع ہو گیا ہے اور طلبہ کی بڑی تعداد نے مختلف شعبوں میں داخلے کے لئے درخواستیں جمع کرائی ہیں [478, 213, 595, 247]
ad-banner-rate: شرح - /100 روپے فی سطر [13, 68, 221, 83]
ad-text: اسٹاک مارکیٹ میں کاروبار کے دوران تیزی کا رجحان رہا اور سرمایہ کاروں نے مختلف شعبوں میں خریداری میں دلچسپی ظاہر کی [478, 576, 595, 611]
ad-text: تعلیمی اداروں میں داخلوں کا سلسلہ شروع ہو گیا ہے اور طلبہ کی بڑی تعداد نے مختلف شعبوں میں داخلے کے لئے درخواستیں جمع کرائی ہیں [234, 520, 352, 555]
ad-text: عدالت نے درخواست گزار کی جانب سے دائر مقدمے کی سماعت کے بعد فریقین کو آئندہ تاریخ پر پیش ہونے کا حکم جاری کیا ہے [599, 1535, 714, 1570]
ad-text: وزیراعظم نے اقوام متحدہ کی جنرل اسمبلی سے خطاب میں کشمیر اور فلسطین کے مسائل پر عالمی توجہ مبذول کرانے کی ضرورت پر زور دیا [356, 250, 474, 285]
ad-text: عدالت نے درخواست گزار کی جانب سے دائر مقدمے کی سماعت کے بعد فریقین کو آئندہ تاریخ پر پیش ہونے کا حکم جاری کیا ہے [2, 824, 114, 858]
ad-text: اسرائیل کا قبضہ مغربی کنارے کے فلسطینی علاقوں پر بدستور جاری ہے اور عالمی برادری کی جانب سے مسلسل مذمت کے باوجود صورتحال میں کوئی تبدیلی نہیں آئی [356, 763, 474, 806]
section-header: نمبر 19 فرنیچر [356, 289, 474, 303]
ad-text: صوبائی حکومت نے شہر میں ترقیاتی منصوبوں کے لئے بجٹ کی منظوری دے دی ہے جس سے شہریوں کو بنیادی سہولیات کی فراہمی ممکن ہو گی [234, 1544, 352, 1579]
ad-text: تعلیمی اداروں میں داخلوں کا سلسلہ شروع ہو گیا ہے اور طلبہ کی بڑی تعداد نے مختلف شعبوں میں داخلے کے لئے درخواستیں جمع کرائی ہیں [2, 1560, 114, 1594]
ad-text: تعلیمی اداروں میں داخلوں کا سلسلہ شروع ہو گیا ہے اور طلبہ کی بڑی تعداد نے مختلف شعبوں میں داخلے کے لئے درخواستیں جمع کرائی ہیں [234, 1907, 352, 1942]
ad-text: تعلیمی اداروں میں داخلوں کا سلسلہ شروع ہو گیا ہے اور طلبہ کی بڑی تعداد نے مختلف شعبوں میں داخلے کے لئے درخواستیں جمع کرائی ہیں [116, 1410, 230, 1444]
section-header: نمبر 32 گمشدگی [2, 1542, 114, 1557]
section-header: نمبر 24 شادی [234, 1443, 352, 1458]
ad-text: محکمہ موسمیات کے مطابق آئندہ چند روز کے دوران ملک کے بیشتر علاقوں میں موسم گرم اور خشک رہنے کا امکان ہے جبکہ بعض مقامات پر بارش متوقع ہے [2, 1151, 114, 1194]
ad-text: وزیراعظم نے اقوام متحدہ کی جنرل اسمبلی سے خطاب میں کشمیر اور فلسطین کے مسائل پر عالمی توجہ مبذول کرانے کی ضرورت پر زور دیا [718, 250, 833, 285]
column-2 [715, 18, 835, 2454]
ad-text: صوبائی حکومت نے شہر میں ترقیاتی منصوبوں کے لئے بجٹ کی منظوری دے دی ہے جس سے شہریوں کو بنیادی سہولیات کی فراہمی ممکن ہو گی [356, 576, 474, 611]
ad-text: وزیراعظم نے اقوام متحدہ کی جنرل اسمبلی سے خطاب میں کشمیر اور فلسطین کے مسائل پر عالمی توجہ مبذول کرانے کی ضرورت پر زور دیا [116, 1298, 230, 1332]
ad-text: اسرائیل کا قبضہ مغربی کنارے کے فلسطینی علاقوں پر بدستور جاری ہے اور عالمی برادری کی جانب سے مسلسل مذمت کے باوجود صورتحال میں کوئی تبدیلی نہیں آئی [356, 493, 474, 536]
ad-text: صوبائی حکومت نے شہر میں ترقیاتی منصوبوں کے لئے بجٹ کی منظوری دے دی ہے جس سے شہریوں کو بنیادی سہولیات کی فراہمی ممکن ہو گی [837, 1198, 941, 1241]
ad-text: عدالت نے درخواست گزار کی جانب سے دائر مقدمے کی سماعت کے بعد فریقین کو آئندہ تاریخ پر پیش ہونے کا حکم جاری کیا ہے [234, 288, 352, 322]
masthead-urdu-title: ⑤ روزنامہ امت ۔۲۷ ستمبر ۲۰۲۵ء [777, 0, 936, 11]
ad-text: عدالت نے درخواست گزار کی جانب سے دائر مقدمے کی سماعت کے بعد فریقین کو آئندہ تاریخ پر پیش ہونے کا حکم جاری کیا ہے [2, 442, 114, 476]
ad-text: رشتہ درکار ہے تعلیم یافتہ شریف خاندان کے لئے رابطہ کریں 0311-3678208 AHA STF [2, 1346, 114, 1371]
ad-text: عدالت نے درخواست گزار کی جانب سے دائر مقدمے کی سماعت کے بعد فریقین کو آئندہ تاریخ پر پیش ہونے کا حکم جاری کیا ہے [116, 172, 230, 206]
court-notice: MAINTENANCE OF PLAINTIFF & MINORS عدالت میں مقدمہ زیر سماعت ہے مدعا علیہ کو حکم دیا جاتا ہے کہ وہ تاریخ 29-09-2025 کو صبح 8:30 بجے حاضر ہو [2, 330, 115, 373]
ad-text: محکمہ موسمیات کے مطابق آئندہ چند روز کے دوران ملک کے بیشتر علاقوں میں موسم گرم اور خشک رہنے کا امکان ہے جبکہ بعض مقامات پر بارش متوقع ہے [837, 1531, 941, 1575]
ad-text: اسرائیل کا قبضہ مغربی کنارے کے فلسطینی علاقوں پر بدستور جاری ہے اور عالمی برادری کی جانب سے مسلسل مذمت کے باوجود صورتحال میں کوئی تبدیلی نہیں آئی [718, 2169, 833, 2212]
ad-text: اسٹاک مارکیٹ میں کاروبار کے دوران تیزی کا رجحان رہا اور سرمایہ کاروں نے مختلف شعبوں میں خریداری میں دلچسپی ظاہر کی [478, 1693, 595, 1728]
ad-text: محکمہ موسمیات کے مطابق آئندہ چند روز کے دوران ملک کے بیشتر علاقوں میں موسم گرم اور خشک رہنے کا امکان ہے جبکہ بعض مقامات پر بارش متوقع ہے [599, 902, 714, 937]
ad-text: محکمہ موسمیات کے مطابق آئندہ چند روز کے دوران ملک کے بیشتر علاقوں میں موسم گرم اور خشک رہنے کا امکان ہے جبکہ بعض مقامات پر بارش متوقع ہے [837, 669, 941, 712]
ad-text: تعلیمی اداروں میں داخلوں کا سلسلہ شروع ہو گیا ہے اور طلبہ کی بڑی تعداد نے مختلف شعبوں میں داخلے کے لئے درخواستیں جمع کرائی ہیں [599, 2057, 714, 2091]
ad-text: عدالت نے درخواست گزار کی جانب سے دائر مقدمے کی سماعت کے بعد فریقین کو آئندہ تاریخ پر پیش ہونے کا حکم جاری کیا ہے [478, 809, 595, 843]
ad-text: عدالت نے درخواست گزار کی جانب سے دائر مقدمے کی سماعت کے بعد فریقین کو آئندہ تاریخ پر پیش ہونے کا حکم جاری کیا ہے [718, 1209, 833, 1244]
ad-text: عدالت نے درخواست گزار کی جانب سے دائر مقدمے کی سماعت کے بعد فریقین کو آئندہ تاریخ پر پیش ہونے کا حکم جاری کیا ہے [478, 250, 595, 285]
ad-text: وزیراعظم نے اقوام متحدہ کی جنرل اسمبلی سے خطاب میں کشمیر اور فلسطین کے مسائل پر عالمی توجہ مبذول کرانے کی ضرورت پر زور دیا [116, 1568, 230, 1602]
ad-text: وزیراعظم نے اقوام متحدہ کی جنرل اسمبلی سے خطاب میں کشمیر اور فلسطین کے مسائل پر عالمی توجہ مبذول کرانے کی ضرورت پر زور دیا [234, 678, 352, 713]
section-header: نمبر 20 دوا خانہ [356, 1350, 474, 1365]
section-header: نمبر 6 عام [718, 2151, 833, 2166]
ad-text: وزیراعظم نے اقوام متحدہ کی جنرل اسمبلی سے خطاب میں کشمیر اور فلسطین کے مسائل پر عالمی توجہ مبذول کرانے کی ضرورت پر زور دیا [599, 1656, 714, 1690]
ad-text: تعلیمی اداروں میں داخلوں کا سلسلہ شروع ہو گیا ہے اور طلبہ کی بڑی تعداد نے مختلف شعبوں میں داخلے کے لئے درخواستیں جمع کرائی ہیں [356, 651, 474, 685]
gavel-icon: ⚖ [187, 125, 199, 136]
ad-text: اسرائیل کا قبضہ مغربی کنارے کے فلسطینی علاقوں پر بدستور جاری ہے اور عالمی برادری کی جانب سے مسلسل مذمت کے باوجود صورتحال میں کوئی تبدیلی نہیں آئی [478, 1731, 595, 1774]
ad-text: تعلیمی اداروں میں داخلوں کا سلسلہ شروع ہو گیا ہے اور طلبہ کی بڑی تعداد نے مختلف شعبوں میں داخلے کے لئے درخواستیں جمع کرائی ہیں [356, 1479, 474, 1514]
ad-text: وزیراعظم نے اقوام متحدہ کی جنرل اسمبلی سے خطاب میں کشمیر اور فلسطین کے مسائل پر عالمی توجہ مبذول کرانے کی ضرورت پر زور دیا [599, 1116, 714, 1151]
ad-text: وزیراعظم نے اقوام متحدہ کی جنرل اسمبلی سے خطاب میں کشمیر اور فلسطین کے مسائل پر عالمی توجہ مبذول کرانے کی ضرورت پر زور دیا [718, 1907, 833, 1942]
ad-text: صوبائی حکومت نے شہر میں ترقیاتی منصوبوں کے لئے بجٹ کی منظوری دے دی ہے جس سے شہریوں کو بنیادی سہولیات کی فراہمی ممکن ہو گی [478, 1237, 595, 1271]
ad-text: اسرائیل کا قبضہ مغربی کنارے کے فلسطینی علاقوں پر بدستور جاری ہے اور عالمی برادری کی جانب سے مسلسل مذمت کے باوجود صورتحال میں کوئی تبدیلی نہیں آئی [718, 1303, 833, 1346]
court-notice-tab: ⚖ کورٹ نوٹس [114, 122, 226, 139]
ad-text: صوبائی حکومت نے شہر میں ترقیاتی منصوبوں کے لئے بجٹ کی منظوری دے دی ہے جس سے شہریوں کو بنیادی سہولیات کی فراہمی ممکن ہو گی [356, 306, 474, 341]
ad-text: عدالت نے درخواست گزار کی جانب سے دائر مقدمے کی سماعت کے بعد فریقین کو آئندہ تاریخ پر پیش ہونے کا حکم جاری کیا ہے [234, 558, 352, 592]
court-notice: MAINTENANCE OF PLAINTIFF & MINORS عدالت میں مقدمہ زیر سماعت ہے مدعا علیہ کو حکم دیا جاتا ہے کہ وہ تاریخ 29-09-2025 کو صبح 8:30 بجے حاضر ہو [2, 628, 115, 671]
section-header: نمبر 12 بیرون ملک [599, 2477, 714, 2492]
